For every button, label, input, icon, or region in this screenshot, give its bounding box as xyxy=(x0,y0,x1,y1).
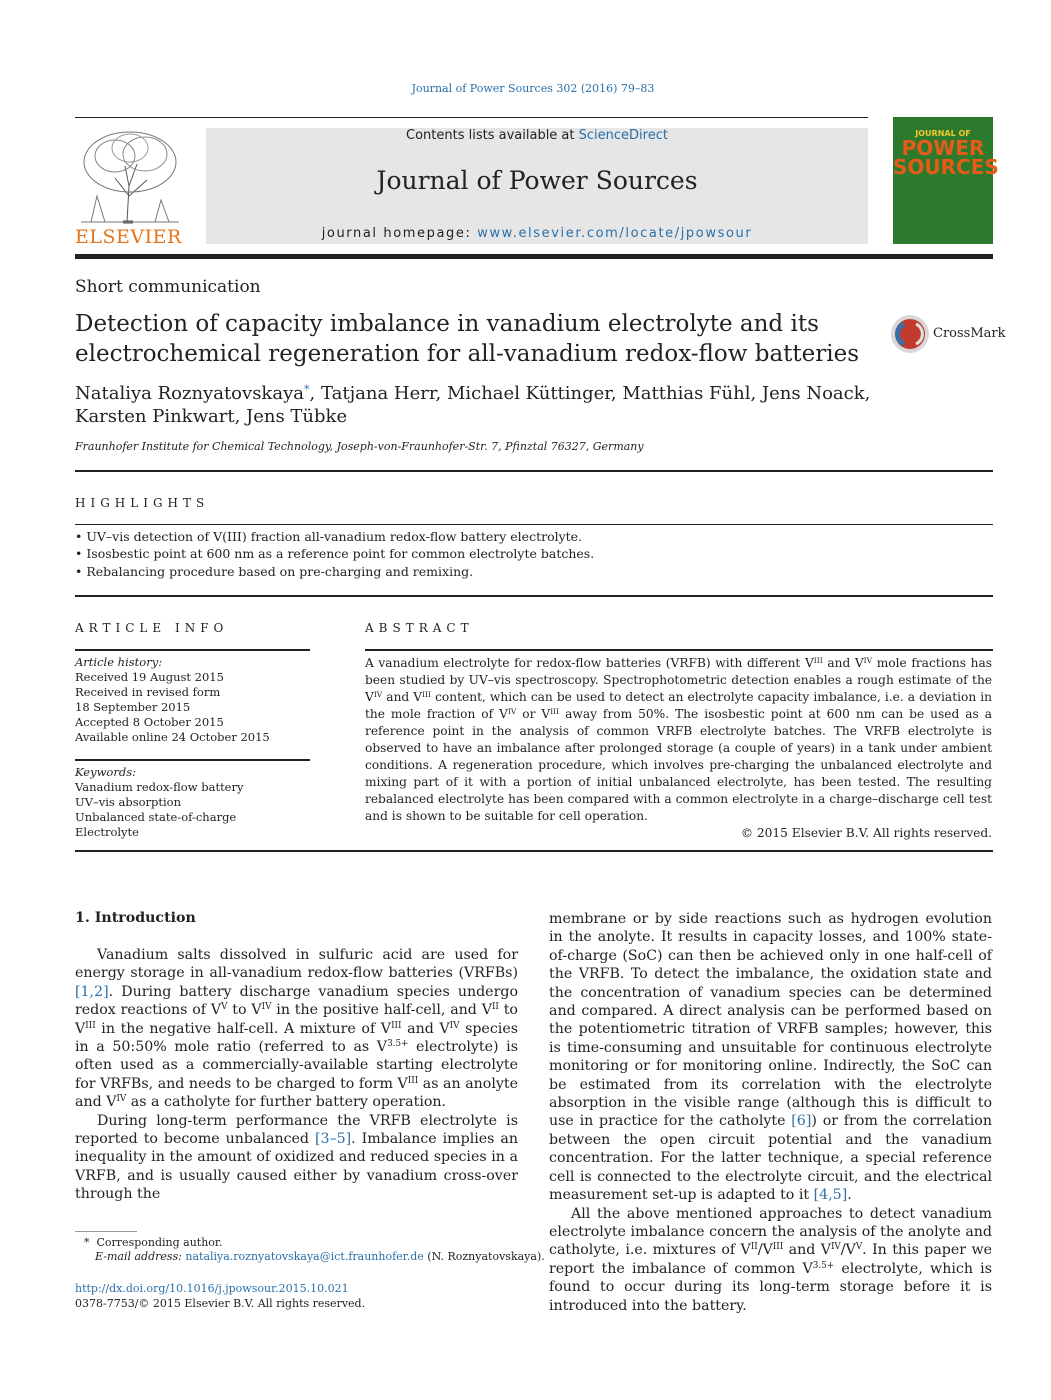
journal-title: Journal of Power Sources xyxy=(376,166,698,195)
intro-left-column xyxy=(75,946,518,1204)
article-history xyxy=(75,655,315,745)
abstract-copyright: © 2015 Elsevier B.V. All rights reserved. xyxy=(740,826,992,840)
highlights-rule xyxy=(75,524,993,525)
article-info-heading: ARTICLE INFO xyxy=(75,621,229,635)
keyword: UV–vis absorption xyxy=(75,795,182,809)
header-thick-rule xyxy=(75,254,993,259)
abstract-rule xyxy=(365,649,993,651)
reference-link[interactable]: [3–5] xyxy=(314,1131,352,1148)
corresponding-author-marker[interactable]: * xyxy=(303,382,310,396)
highlights-heading: HIGHLIGHTS xyxy=(75,496,210,510)
highlight-item: • Rebalancing procedure based on pre-charging and remixing. xyxy=(75,564,474,579)
intro-heading: 1. Introduction xyxy=(75,910,196,926)
footnote-star: * xyxy=(84,1236,90,1249)
contents-line xyxy=(206,128,868,143)
email-note xyxy=(95,1250,545,1263)
crossmark-badge[interactable] xyxy=(890,314,1006,354)
elsevier-tree-icon xyxy=(75,126,185,224)
article-title: Detection of capacity imbalance in vanadium electrolyte and its electrochemical regeneration for all-vanadium redox-flow batteries xyxy=(75,311,860,367)
history-entry: Received in revised form xyxy=(75,685,221,699)
footnote-rule xyxy=(75,1231,137,1232)
abstract-heading: ABSTRACT xyxy=(365,621,474,635)
affiliation: Fraunhofer Institute for Chemical Technology, Joseph-von-Fraunhofer-Str. 7, Pfinztal 76327, Germany xyxy=(75,440,644,453)
rule-below-abstract xyxy=(75,850,993,852)
rule-above-highlights xyxy=(75,470,993,472)
intro-paragraph: membrane or by side reactions such as hydrogen evolution in the anolyte. It results in capacity losses, and 100% state-of-charge (SoC) can then be achieved only in one half-cell of the VRFB. To detect the imbalance, the oxidation state and the concentration of vanadium species can be determined and compared. A direct analysis can be performed based on the potentiometric titration of VRFB samples; however, this is time-consuming and unsuitable for continuous electrolyte monitoring or for monitoring online. Indirectly, the SoC can be estimated from its correlation with the electrolyte absorption in the visible range (although this is difficult to use in practice for the catholyte [6]) or from the correlation between the open circuit potential and the vanadium concentration. For the latter technique, a special reference cell is connected to the electrolyte circuit, and the electrical measurement set-up is adapted to it [4,5]. xyxy=(549,911,992,1204)
keywords-label: Keywords: xyxy=(75,765,136,779)
footnote-corresponding: Corresponding author. xyxy=(96,1236,223,1249)
history-entry: Available online 24 October 2015 xyxy=(75,730,270,744)
other-authors: , Tatjana Herr, Michael Küttinger, Matthias Fühl, Jens Noack, Karsten Pinkwart, Jens Tübke xyxy=(75,383,871,427)
corresponding-author-note xyxy=(84,1236,222,1249)
header-top-rule xyxy=(75,117,868,118)
keywords-block xyxy=(75,765,315,840)
keyword: Unbalanced state-of-charge xyxy=(75,810,237,824)
history-entry: 18 September 2015 xyxy=(75,700,191,714)
issn-line: 0378-7753/© 2015 Elsevier B.V. All rights reserved. xyxy=(75,1297,366,1310)
keyword: Vanadium redox-flow battery xyxy=(75,780,244,794)
rule-below-highlights xyxy=(75,595,993,597)
cover-power: POWER xyxy=(901,136,985,160)
homepage-link[interactable]: www.elsevier.com/locate/jpowsour xyxy=(477,226,753,241)
reference-link[interactable]: [6] xyxy=(791,1113,812,1130)
journal-cover-thumbnail[interactable] xyxy=(893,117,999,244)
cover-journal-of: JOURNAL OF xyxy=(915,129,971,138)
homepage-prefix: journal homepage: xyxy=(321,226,478,241)
article-type: Short communication xyxy=(75,277,261,297)
email-link[interactable]: nataliya.roznyatovskaya@ict.fraunhofer.de xyxy=(185,1250,424,1263)
reference-link[interactable]: [4,5] xyxy=(813,1187,848,1204)
intro-right-column xyxy=(549,910,992,1315)
crossmark-label: CrossMark xyxy=(933,326,1006,341)
contents-prefix: Contents lists available at xyxy=(406,128,579,143)
journal-homepage xyxy=(206,226,868,241)
author-list xyxy=(75,382,875,428)
intro-paragraph: During long-term performance the VRFB electrolyte is reported to become unbalanced [3–5]. Imbalance implies an inequality in the amount of oxidized and reduced species in a VRFB, and is usually caused either by vanadium cross-over through the xyxy=(75,1112,518,1203)
first-author: Nataliya Roznyatovskaya xyxy=(75,383,304,404)
sciencedirect-link[interactable]: ScienceDirect xyxy=(578,128,668,143)
intro-paragraph: All the above mentioned approaches to detect vanadium electrolyte imbalance concern the analysis of the anolyte and catholyte, i.e. mixtures of $V^{II}/V^{III}$ and $V^{IV}/V^V$. In this paper we report the imbalance of common $V^{3.5+}$ electrolyte, which is found to occur during its long-term storage before it is introduced into the battery. xyxy=(549,1205,992,1314)
article-info-rule xyxy=(75,649,310,651)
history-label: Article history: xyxy=(75,655,163,669)
doi-link[interactable]: http://dx.doi.org/10.1016/j.jpowsour.2015.10.021 xyxy=(75,1282,349,1295)
highlight-item: • Isosbestic point at 600 nm as a reference point for common electrolyte batches. xyxy=(75,546,595,561)
history-entry: Accepted 8 October 2015 xyxy=(75,715,224,729)
intro-paragraph: Vanadium salts dissolved in sulfuric acid are used for energy storage in all-vanadium redox-flow batteries (VRFBs) [1,2]. During battery discharge vanadium species undergo redox reactions of $V^V$ to $V^{IV}$ in the positive half-cell, and $V^{II}$ to $V^{III}$ in the negative half-cell. A mixture of $V^{III}$ and $V^{IV}$ species in a 50:50% mole ratio (referred to as $V^{3.5+}$ electrolyte) is often used as a commercially-available starting electrolyte for VRFBs, and needs to be charged to form $V^{III}$ as an anolyte and $V^{IV}$ as a catholyte for further battery operation. xyxy=(75,947,519,1111)
crossmark-icon xyxy=(890,314,930,354)
abstract-text: A vanadium electrolyte for redox-flow batteries (VRFB) with different $V^{III}$ and $V^{IV}$ mole fractions has been studied by UV–vis spectroscopy. Spectrophotometric detection enables a rough estimate of the $V^{IV}$ and $V^{III}$ content, which can be used to detect an electrolyte capacity imbalance, i.e. a deviation in the mole fraction of $V^{IV}$ or $V^{III}$ away from 50%. The isosbestic point at 600 nm can be used as a reference point in the analysis of common VRFB electrolyte batches. The VRFB electrolyte is observed to have an imbalance after prolonged storage (a couple of years) in a tank under ambient conditions. A regeneration procedure, which involves pre-charging the unbalanced electrolyte and mixing part of it with a portion of initial unbalanced electrolyte, has been tested. The resulting rebalanced electrolyte has been compared with a common electrolyte in a charge–discharge cell test and is shown to be suitable for cell operation. © 2015 Elsevier B.V. All rights reserved. xyxy=(365,655,992,840)
reference-link[interactable]: [1,2] xyxy=(75,983,109,1000)
journal-citation-link[interactable]: Journal of Power Sources 302 (2016) 79–83 xyxy=(411,82,655,95)
email-label: E-mail address: xyxy=(95,1250,186,1263)
publisher-wordmark: ELSEVIER xyxy=(75,226,182,248)
highlight-item: • UV–vis detection of V(III) fraction all-vanadium redox-flow battery electrolyte. xyxy=(75,529,583,544)
keywords-rule xyxy=(75,759,310,761)
cover-sources: SOURCES xyxy=(893,155,999,179)
history-entry: Received 19 August 2015 xyxy=(75,670,224,684)
email-suffix: (N. Roznyatovskaya). xyxy=(423,1250,545,1263)
keyword: Electrolyte xyxy=(75,825,139,839)
